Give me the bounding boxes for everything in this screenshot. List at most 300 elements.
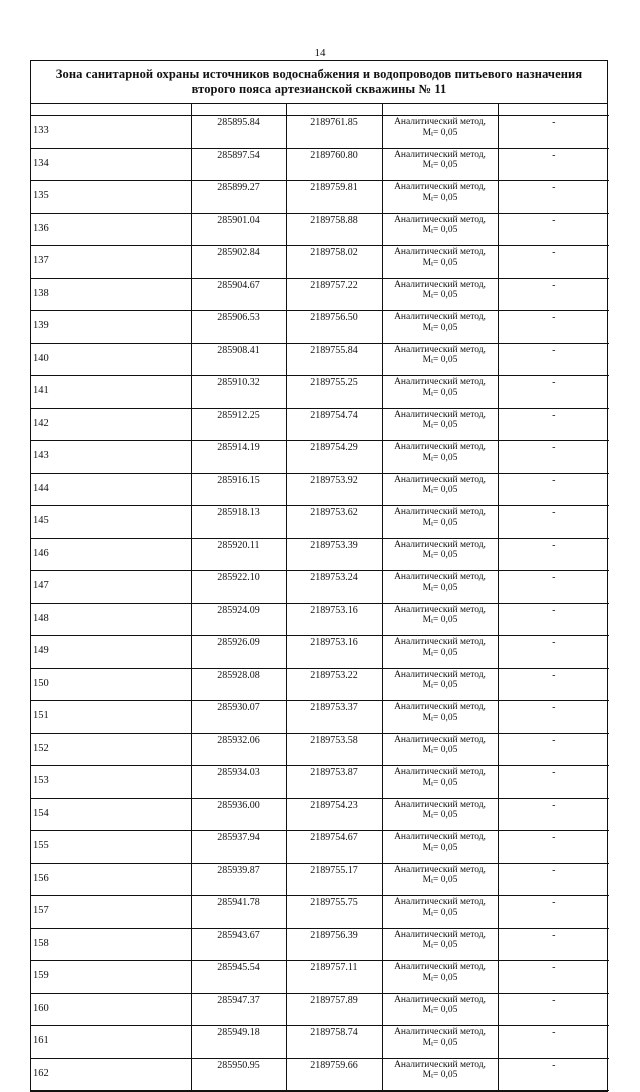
- accuracy-subscript: t: [431, 292, 434, 300]
- method-text: Аналитический метод,: [394, 669, 486, 680]
- point-number: 135: [31, 181, 191, 214]
- method-cell: [382, 798, 498, 831]
- empty-mark: -: [498, 603, 609, 636]
- coord-x: 285902.84: [191, 246, 286, 279]
- accuracy-value: = 0,05: [433, 810, 458, 820]
- accuracy-prefix: M: [422, 875, 432, 885]
- accuracy-text: [383, 583, 498, 595]
- table-row: [31, 246, 609, 279]
- accuracy-text: [383, 388, 498, 400]
- coord-x: 285939.87: [191, 863, 286, 896]
- table-row: [31, 636, 609, 669]
- method-cell: [382, 831, 498, 864]
- empty-mark: -: [498, 863, 609, 896]
- accuracy-subscript: t: [431, 454, 434, 463]
- method-text: Аналитический метод,: [394, 799, 486, 810]
- table-row: [31, 473, 609, 506]
- method-text: Аналитический метод,: [394, 149, 486, 160]
- method-text: Аналитический метод,: [394, 117, 486, 127]
- point-number: 161: [31, 1026, 191, 1059]
- method-text: Аналитический метод,: [394, 1059, 486, 1070]
- coord-y: 2189755.17: [286, 863, 382, 896]
- point-number: 145: [31, 506, 191, 539]
- accuracy-text: [383, 258, 498, 270]
- accuracy-text: [383, 810, 498, 822]
- coord-x: 285950.95: [191, 1058, 286, 1091]
- point-number: 152: [31, 733, 191, 766]
- empty-mark: -: [498, 213, 609, 246]
- coord-x: 285916.15: [191, 473, 286, 506]
- coord-x: 285897.54: [191, 148, 286, 181]
- coord-x: 285924.09: [191, 603, 286, 636]
- coord-y: 2189753.62: [286, 506, 382, 539]
- point-number: 139: [31, 311, 191, 344]
- accuracy-value: = 0,05: [433, 420, 458, 430]
- method-text: Аналитический метод,: [394, 637, 486, 647]
- accuracy-text: [383, 193, 498, 205]
- point-number: 144: [31, 473, 191, 506]
- coord-x: 285904.67: [191, 278, 286, 311]
- accuracy-subscript: t: [431, 422, 434, 430]
- coord-y: 2189753.87: [286, 766, 382, 799]
- method-text: Аналитический метод,: [394, 442, 486, 452]
- empty-mark: -: [498, 116, 609, 149]
- table-row: [31, 1058, 609, 1091]
- coord-x: 285941.78: [191, 896, 286, 929]
- accuracy-value: = 0,05: [433, 127, 458, 138]
- coord-y: 2189761.85: [286, 116, 382, 149]
- method-cell: [382, 441, 498, 474]
- accuracy-subscript: t: [431, 162, 434, 170]
- coord-x: 285895.84: [191, 116, 286, 149]
- method-cell: [382, 538, 498, 571]
- point-number: 149: [31, 636, 191, 669]
- table-row: [31, 538, 609, 571]
- accuracy-text: [383, 615, 498, 627]
- coord-x: 285906.53: [191, 311, 286, 344]
- method-text: Аналитический метод,: [394, 344, 486, 355]
- coord-y: 2189759.66: [286, 1058, 382, 1091]
- coord-y: 2189753.58: [286, 733, 382, 766]
- method-text: Аналитический метод,: [394, 312, 486, 322]
- method-text: Аналитический метод,: [394, 734, 486, 745]
- table-row: [31, 343, 609, 376]
- table-row: [31, 668, 609, 701]
- method-cell: [382, 408, 498, 441]
- accuracy-value: = 0,05: [433, 615, 458, 625]
- method-cell: [382, 116, 498, 149]
- method-cell: [382, 636, 498, 669]
- method-cell: [382, 278, 498, 311]
- point-number: 153: [31, 766, 191, 799]
- method-text: Аналитический метод,: [394, 604, 486, 615]
- method-cell: [382, 733, 498, 766]
- method-cell: [382, 376, 498, 409]
- accuracy-subscript: t: [431, 1039, 434, 1048]
- coord-y: 2189757.22: [286, 278, 382, 311]
- point-number: 147: [31, 571, 191, 604]
- accuracy-prefix: M: [422, 127, 432, 138]
- method-cell: [382, 993, 498, 1026]
- accuracy-subscript: t: [431, 227, 434, 235]
- empty-mark: -: [498, 473, 609, 506]
- accuracy-prefix: M: [422, 550, 432, 560]
- empty-mark: -: [498, 733, 609, 766]
- method-cell: [382, 603, 498, 636]
- method-cell: [382, 961, 498, 994]
- method-cell: [382, 571, 498, 604]
- accuracy-subscript: t: [431, 844, 434, 853]
- accuracy-prefix: M: [422, 972, 432, 983]
- point-number: 137: [31, 246, 191, 279]
- method-text: Аналитический метод,: [394, 474, 486, 485]
- method-cell: [382, 213, 498, 246]
- point-number: 133: [31, 116, 191, 149]
- point-number: 151: [31, 701, 191, 734]
- coord-x: 285928.08: [191, 668, 286, 701]
- accuracy-prefix: M: [422, 322, 432, 333]
- point-number: 136: [31, 213, 191, 246]
- coord-y: 2189760.80: [286, 148, 382, 181]
- accuracy-prefix: M: [422, 647, 432, 658]
- accuracy-subscript: t: [431, 779, 434, 788]
- table-row: [31, 506, 609, 539]
- method-cell: [382, 148, 498, 181]
- accuracy-text: [383, 160, 498, 172]
- method-text: Аналитический метод,: [394, 832, 486, 842]
- accuracy-subscript: t: [431, 812, 434, 820]
- accuracy-text: [383, 680, 498, 692]
- accuracy-value: = 0,05: [433, 290, 458, 300]
- table-row: [31, 441, 609, 474]
- empty-mark: -: [498, 961, 609, 994]
- accuracy-prefix: M: [422, 907, 432, 918]
- coord-y: 2189756.50: [286, 311, 382, 344]
- point-number: 146: [31, 538, 191, 571]
- accuracy-prefix: M: [422, 1070, 432, 1080]
- method-cell: [382, 311, 498, 344]
- accuracy-value: = 0,05: [433, 907, 458, 918]
- accuracy-value: = 0,05: [433, 452, 458, 463]
- coord-x: 285912.25: [191, 408, 286, 441]
- empty-mark: -: [498, 668, 609, 701]
- point-number: 159: [31, 961, 191, 994]
- empty-mark: -: [498, 343, 609, 376]
- coord-y: 2189754.29: [286, 441, 382, 474]
- point-number: 160: [31, 993, 191, 1026]
- method-cell: [382, 1026, 498, 1059]
- table-row: [31, 603, 609, 636]
- empty-mark: -: [498, 441, 609, 474]
- accuracy-value: = 0,05: [433, 192, 458, 203]
- accuracy-prefix: M: [422, 1005, 432, 1015]
- coord-x: 285910.32: [191, 376, 286, 409]
- accuracy-value: = 0,05: [433, 875, 458, 885]
- coord-y: 2189753.92: [286, 473, 382, 506]
- coord-y: 2189756.39: [286, 928, 382, 961]
- table-row: [31, 701, 609, 734]
- empty-mark: -: [498, 181, 609, 214]
- accuracy-text: [383, 550, 498, 562]
- coord-x: 285922.10: [191, 571, 286, 604]
- accuracy-value: = 0,05: [433, 1070, 458, 1080]
- accuracy-value: = 0,05: [433, 842, 458, 853]
- accuracy-subscript: t: [431, 259, 434, 268]
- coord-y: 2189757.89: [286, 993, 382, 1026]
- table-row: [31, 213, 609, 246]
- accuracy-subscript: t: [431, 129, 434, 138]
- accuracy-value: = 0,05: [433, 745, 458, 755]
- accuracy-text: [383, 745, 498, 757]
- coord-x: 285920.11: [191, 538, 286, 571]
- accuracy-prefix: M: [422, 615, 432, 625]
- accuracy-value: = 0,05: [433, 647, 458, 658]
- accuracy-value: = 0,05: [433, 355, 458, 365]
- method-cell: [382, 506, 498, 539]
- accuracy-text: [383, 225, 498, 237]
- empty-mark: -: [498, 701, 609, 734]
- accuracy-text: [383, 875, 498, 887]
- point-number: 162: [31, 1058, 191, 1091]
- accuracy-text: [383, 128, 498, 140]
- point-number: 148: [31, 603, 191, 636]
- empty-mark: -: [498, 1026, 609, 1059]
- method-text: Аналитический метод,: [394, 572, 486, 582]
- coord-y: 2189754.23: [286, 798, 382, 831]
- accuracy-prefix: M: [422, 355, 432, 365]
- empty-mark: -: [498, 1058, 609, 1091]
- method-text: Аналитический метод,: [394, 702, 486, 712]
- coord-y: 2189755.84: [286, 343, 382, 376]
- accuracy-value: = 0,05: [433, 550, 458, 560]
- empty-mark: -: [498, 246, 609, 279]
- table-row: [31, 148, 609, 181]
- accuracy-subscript: t: [431, 682, 434, 690]
- table-row: [31, 798, 609, 831]
- coord-x: 285949.18: [191, 1026, 286, 1059]
- accuracy-prefix: M: [422, 810, 432, 820]
- empty-mark: -: [498, 506, 609, 539]
- accuracy-subscript: t: [431, 617, 434, 625]
- coord-x: 285936.00: [191, 798, 286, 831]
- empty-mark: -: [498, 278, 609, 311]
- method-text: Аналитический метод,: [394, 767, 486, 777]
- table-row: [31, 278, 609, 311]
- method-text: Аналитический метод,: [394, 279, 486, 290]
- point-number: 150: [31, 668, 191, 701]
- coordinates-table-sheet: [30, 60, 608, 1092]
- table-row: [31, 116, 609, 149]
- method-cell: [382, 863, 498, 896]
- empty-mark: -: [498, 148, 609, 181]
- accuracy-prefix: M: [422, 517, 432, 528]
- point-number: 141: [31, 376, 191, 409]
- accuracy-subscript: t: [431, 1007, 434, 1015]
- coord-x: 285914.19: [191, 441, 286, 474]
- accuracy-prefix: M: [422, 940, 432, 950]
- accuracy-text: [383, 648, 498, 660]
- empty-mark: -: [498, 798, 609, 831]
- empty-mark: -: [498, 636, 609, 669]
- accuracy-subscript: t: [431, 487, 434, 495]
- accuracy-value: = 0,05: [433, 680, 458, 690]
- title-line-1: Зона санитарной охраны источников водоснабжения и водопроводов питьевого назначения: [55, 67, 583, 81]
- accuracy-value: = 0,05: [433, 160, 458, 170]
- method-text: Аналитический метод,: [394, 864, 486, 875]
- point-number: 154: [31, 798, 191, 831]
- point-number: 158: [31, 928, 191, 961]
- coord-x: 285930.07: [191, 701, 286, 734]
- coord-y: 2189758.02: [286, 246, 382, 279]
- accuracy-text: [383, 1038, 498, 1050]
- point-number: 138: [31, 278, 191, 311]
- method-text: Аналитический метод,: [394, 377, 486, 387]
- accuracy-text: [383, 453, 498, 465]
- accuracy-prefix: M: [422, 225, 432, 235]
- coord-y: 2189753.24: [286, 571, 382, 604]
- empty-mark: -: [498, 408, 609, 441]
- accuracy-subscript: t: [431, 584, 434, 593]
- coord-x: 285947.37: [191, 993, 286, 1026]
- method-text: Аналитический метод,: [394, 539, 486, 550]
- accuracy-prefix: M: [422, 420, 432, 430]
- accuracy-subscript: t: [431, 552, 434, 560]
- accuracy-subscript: t: [431, 974, 434, 983]
- accuracy-text: [383, 323, 498, 335]
- coord-x: 285899.27: [191, 181, 286, 214]
- accuracy-value: = 0,05: [433, 257, 458, 268]
- accuracy-subscript: t: [431, 649, 434, 658]
- coord-x: 285937.94: [191, 831, 286, 864]
- accuracy-value: = 0,05: [433, 1005, 458, 1015]
- method-text: Аналитический метод,: [394, 182, 486, 192]
- accuracy-text: [383, 420, 498, 432]
- point-number: 156: [31, 863, 191, 896]
- coord-x: 285901.04: [191, 213, 286, 246]
- accuracy-value: = 0,05: [433, 777, 458, 788]
- accuracy-prefix: M: [422, 485, 432, 495]
- accuracy-value: = 0,05: [433, 517, 458, 528]
- method-text: Аналитический метод,: [394, 507, 486, 517]
- accuracy-text: [383, 940, 498, 952]
- table-row: [31, 831, 609, 864]
- coord-y: 2189753.16: [286, 636, 382, 669]
- coord-x: 285926.09: [191, 636, 286, 669]
- table-row: [31, 181, 609, 214]
- accuracy-value: = 0,05: [433, 225, 458, 235]
- accuracy-prefix: M: [422, 387, 432, 398]
- accuracy-value: = 0,05: [433, 387, 458, 398]
- method-cell: [382, 668, 498, 701]
- accuracy-prefix: M: [422, 712, 432, 723]
- method-text: Аналитический метод,: [394, 929, 486, 940]
- empty-mark: -: [498, 538, 609, 571]
- accuracy-text: [383, 1070, 498, 1082]
- empty-mark: -: [498, 376, 609, 409]
- accuracy-prefix: M: [422, 745, 432, 755]
- empty-mark: -: [498, 311, 609, 344]
- accuracy-text: [383, 713, 498, 725]
- coord-y: 2189755.25: [286, 376, 382, 409]
- method-cell: [382, 928, 498, 961]
- method-cell: [382, 766, 498, 799]
- empty-mark: -: [498, 928, 609, 961]
- method-text: Аналитический метод,: [394, 214, 486, 225]
- method-cell: [382, 343, 498, 376]
- accuracy-text: [383, 518, 498, 530]
- accuracy-subscript: t: [431, 519, 434, 528]
- method-cell: [382, 473, 498, 506]
- table-row: [31, 1026, 609, 1059]
- table-row: [31, 408, 609, 441]
- coord-y: 2189753.16: [286, 603, 382, 636]
- point-number: 155: [31, 831, 191, 864]
- coord-x: 285934.03: [191, 766, 286, 799]
- accuracy-subscript: t: [431, 942, 434, 950]
- table-row: [31, 766, 609, 799]
- accuracy-prefix: M: [422, 290, 432, 300]
- method-text: Аналитический метод,: [394, 994, 486, 1005]
- accuracy-subscript: t: [431, 194, 434, 203]
- accuracy-value: = 0,05: [433, 1037, 458, 1048]
- coord-y: 2189758.88: [286, 213, 382, 246]
- coord-y: 2189753.22: [286, 668, 382, 701]
- method-cell: [382, 701, 498, 734]
- accuracy-prefix: M: [422, 160, 432, 170]
- point-number: 142: [31, 408, 191, 441]
- method-text: Аналитический метод,: [394, 897, 486, 907]
- accuracy-text: [383, 973, 498, 985]
- header-spacer-row: [31, 104, 609, 116]
- coord-x: 285945.54: [191, 961, 286, 994]
- table-row: [31, 961, 609, 994]
- accuracy-text: [383, 843, 498, 855]
- accuracy-prefix: M: [422, 582, 432, 593]
- table-row: [31, 928, 609, 961]
- accuracy-value: = 0,05: [433, 582, 458, 593]
- accuracy-value: = 0,05: [433, 972, 458, 983]
- accuracy-text: [383, 1005, 498, 1017]
- coord-x: 285932.06: [191, 733, 286, 766]
- coord-y: 2189753.37: [286, 701, 382, 734]
- accuracy-prefix: M: [422, 192, 432, 203]
- coord-x: 285943.67: [191, 928, 286, 961]
- method-cell: [382, 181, 498, 214]
- accuracy-subscript: t: [431, 909, 434, 918]
- accuracy-value: = 0,05: [433, 712, 458, 723]
- accuracy-value: = 0,05: [433, 485, 458, 495]
- table-title: [31, 61, 607, 104]
- point-number: 140: [31, 343, 191, 376]
- method-text: Аналитический метод,: [394, 247, 486, 257]
- empty-mark: -: [498, 831, 609, 864]
- table-row: [31, 863, 609, 896]
- accuracy-prefix: M: [422, 1037, 432, 1048]
- accuracy-prefix: M: [422, 680, 432, 690]
- method-cell: [382, 896, 498, 929]
- point-number: 134: [31, 148, 191, 181]
- coord-y: 2189755.75: [286, 896, 382, 929]
- empty-mark: -: [498, 993, 609, 1026]
- coord-x: 285908.41: [191, 343, 286, 376]
- method-cell: [382, 246, 498, 279]
- table-row: [31, 733, 609, 766]
- accuracy-subscript: t: [431, 714, 434, 723]
- empty-mark: -: [498, 896, 609, 929]
- accuracy-text: [383, 355, 498, 367]
- accuracy-value: = 0,05: [433, 940, 458, 950]
- accuracy-subscript: t: [431, 1072, 434, 1080]
